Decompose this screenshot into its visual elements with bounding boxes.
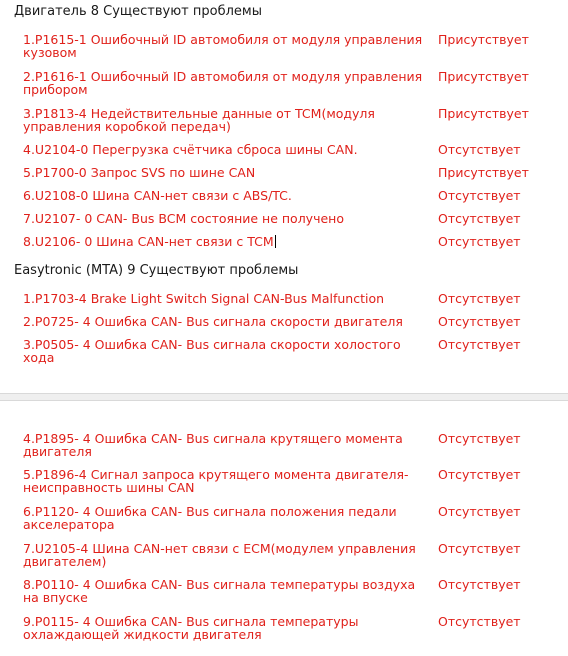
dtc-description: 2.P0725- 4 Ошибка CAN- Bus сигнала скорости двигателя [23, 314, 403, 329]
dtc-description: 3.P1813-4 Недействительные данные от TCM(модуля управления коробкой передач) [23, 106, 375, 134]
dtc-status: Отсутствует [438, 314, 521, 329]
dtc-status: Отсутствует [438, 504, 521, 519]
dtc-description-text: 8.U2106- 0 Шина CAN-нет связи с TCM [23, 234, 274, 249]
dtc-description: 6.P1120- 4 Ошибка CAN- Bus сигнала положения педали акселератора [23, 504, 397, 532]
engine-section-title: Двигатель 8 Существуют проблемы [14, 4, 262, 19]
dtc-status: Отсутствует [438, 467, 521, 482]
dtc-description: 4.U2104-0 Перегрузка счётчика сброса шины CAN. [23, 142, 358, 157]
dtc-status: Отсутствует [438, 337, 521, 352]
dtc-description: 3.P0505- 4 Ошибка CAN- Bus сигнала скорости холостого хода [23, 337, 401, 365]
dtc-status: Присутствует [438, 106, 529, 121]
dtc-description: 7.U2105-4 Шина CAN-нет связи с ECM(модулем управления двигателем) [23, 541, 416, 569]
dtc-status: Отсутствует [438, 188, 521, 203]
dtc-panel-bottom [0, 400, 568, 656]
dtc-description: 2.P1616-1 Ошибочный ID автомобиля от модуля управления прибором [23, 69, 423, 97]
easytronic-section-title: Easytronic (MTA) 9 Существуют проблемы [14, 263, 299, 278]
dtc-description: 1.P1703-4 Brake Light Switch Signal CAN-Bus Malfunction [23, 291, 385, 306]
dtc-status: Отсутствует [438, 211, 521, 226]
dtc-status: Отсутствует [438, 291, 521, 306]
text-cursor [275, 235, 276, 248]
dtc-description: 8.P0110- 4 Ошибка CAN- Bus сигнала температуры воздуха на впуске [23, 577, 416, 605]
dtc-status: Отсутствует [438, 614, 521, 629]
dtc-status: Отсутствует [438, 577, 521, 592]
dtc-status: Отсутствует [438, 431, 521, 446]
dtc-status: Присутствует [438, 165, 529, 180]
dtc-status: Отсутствует [438, 234, 521, 249]
dtc-status: Отсутствует [438, 142, 521, 157]
dtc-description: 4.P1895- 4 Ошибка CAN- Bus сигнала крутящего момента двигателя [23, 431, 403, 459]
dtc-description: 5.P1700-0 Запрос SVS по шине CAN [23, 165, 256, 180]
dtc-description: 7.U2107- 0 CAN- Bus BCM состояние не получено [23, 211, 344, 226]
dtc-description: 1.P1615-1 Ошибочный ID автомобиля от модуля управления кузовом [23, 32, 423, 60]
dtc-status: Отсутствует [438, 541, 521, 556]
dtc-description: 5.P1896-4 Сигнал запроса крутящего момента двигателя-неисправность шины CAN [23, 467, 409, 495]
dtc-description: 9.P0115- 4 Ошибка CAN- Bus сигнала температуры охлаждающей жидкости двигателя [23, 614, 359, 642]
dtc-description: 6.U2108-0 Шина CAN-нет связи с ABS/TC. [23, 188, 292, 203]
dtc-status: Присутствует [438, 69, 529, 84]
dtc-status: Присутствует [438, 32, 529, 47]
dtc-description [23, 235, 428, 248]
